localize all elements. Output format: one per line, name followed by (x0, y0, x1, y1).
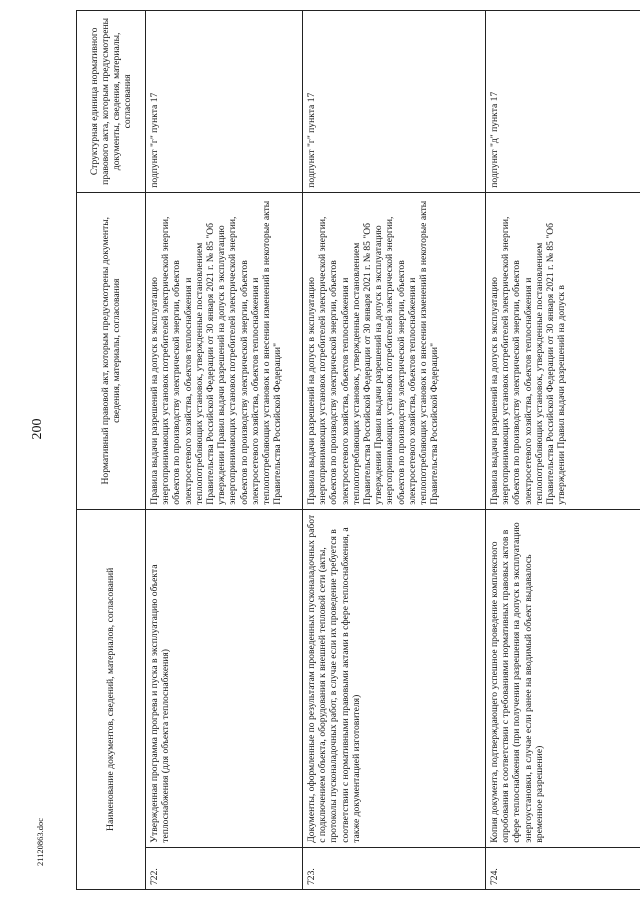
table-row (146, 11, 303, 890)
row-structural-unit: подпункт "г" пункта 17 (146, 11, 303, 193)
rotated-page-content (76, 10, 636, 890)
row-document-name: Документы, оформленные по результатам проведенных пусконаладочных работ с подключением объекта, оборудования к внешней тепловой сети (акты, протоколы пусконаладочных работ, в случае если их проведение требуется в соответствии с нормативными правовыми актами в сфере теплоснабжения, а также документацией изготовителя) (303, 509, 486, 847)
row-legal-act: Правила выдачи разрешений на допуск в эксплуатацию энергопринимающих установок потребителей электрической энергии, объектов по производству электрической энергии, объектов электросетевого хозяйства, объектов теплоснабжения и теплопотребляющих установок, утвержденные постановлением Правительства Российской Федерации от 30 января 2021 г. № 85 "Об утверждении Правил выдачи разрешений на допуск в эксплуатацию энергопринимающих установок потребителей электрической энергии, объектов по производству электрической энергии, объектов электросетевого хозяйства, объектов теплоснабжения и теплопотребляющих установок и о внесении изменений в некоторые акты Правительства Российской Федерации" (303, 192, 486, 509)
header-unit: Структурная единица нормативного правового акта, которым предусмотрены документы, сведения, материалы, согласования (77, 11, 146, 193)
header-name: Наименование документов, сведений, материалов, согласований (77, 509, 146, 889)
documents-table (76, 10, 640, 890)
row-number: 723. (303, 847, 486, 889)
row-legal-act: Правила выдачи разрешений на допуск в эксплуатацию энергопринимающих установок потребителей электрической энергии, объектов по производству электрической энергии, объектов электросетевого хозяйства, объектов теплоснабжения и теплопотребляющих установок, утвержденные постановлением Правительства Российской Федерации от 30 января 2021 г. № 85 "Об утверждении Правил выдачи разрешений на допуск в (486, 192, 640, 509)
footer-file-code: 21120863.doc (35, 817, 45, 866)
table-row (486, 11, 640, 890)
row-structural-unit: подпункт "д" пункта 17 (486, 11, 640, 193)
row-document-name: Утвержденная программа прогрева и пуска в эксплуатацию объекта теплоснабжения (для объекта теплоснабжения) (146, 509, 303, 847)
row-legal-act: Правила выдачи разрешений на допуск в эксплуатацию энергопринимающих установок потребителей электрической энергии, объектов по производству электрической энергии, объектов электросетевого хозяйства, объектов теплоснабжения и теплопотребляющих установок, утвержденные постановлением Правительства Российской Федерации от 30 января 2021 г. № 85 "Об утверждении Правил выдачи разрешений на допуск в эксплуатацию энергопринимающих установок потребителей электрической энергии, объектов по производству электрической энергии, объектов электросетевого хозяйства, объектов теплоснабжения и теплопотребляющих установок и о внесении изменений в некоторые акты Правительства Российской Федерации" (146, 192, 303, 509)
table-row (303, 11, 486, 890)
header-act: Нормативный правовой акт, которым предусмотрены документы, сведения, материалы, согласования (77, 192, 146, 509)
table-header-row (77, 11, 146, 890)
row-number: 724. (486, 847, 640, 889)
row-document-name: Копия документа, подтверждающего успешное проведение комплексного опробования в соответствии с требованиями нормативных правовых актов в сфере теплоснабжения (при получении разрешения на допуск в эксплуатацию энергоустановки, в случае если ранее на вводимый объект выдавалось временное разрешение) (486, 509, 640, 847)
page-number: 200 (30, 418, 45, 440)
row-number: 722. (146, 847, 303, 889)
row-structural-unit: подпункт "г" пункта 17 (303, 11, 486, 193)
